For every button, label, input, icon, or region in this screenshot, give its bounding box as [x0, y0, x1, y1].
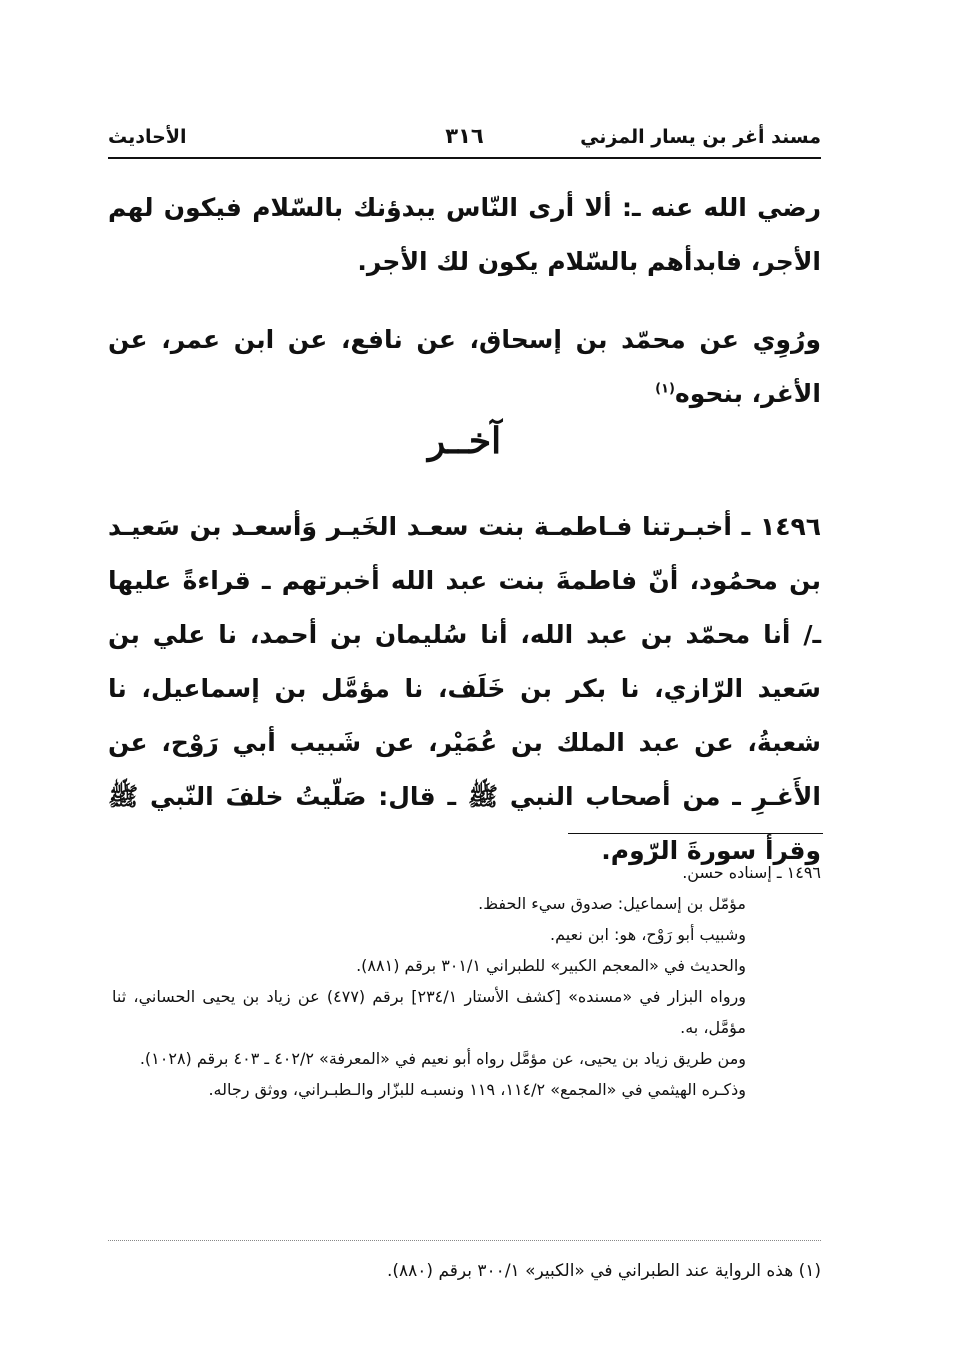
hadith-paragraph: ١٤٩٦ ـ أخبـرتنا فـاطمـة بنت سعـد الخَيـر وَأسعـد بن سَعيـد بن محمُود، أنّ فاطمةَ بنت عبد الله أخبرتهم ـ قراءةً عليها ـ/ أنا محمّد بن عبد الله، أنا سُليمان بن أحمد، نا علي بن سَعيد الرّازي، نا بكر بن خَلَف، نا مؤمَّل بن إسماعيل، نا شعبةُ، عن عبد الملك بن عُمَيْر، عن شَبيب أبي رَوْح، عن الأَغـرِ ـ من أصحاب النبي ﷺ ـ قال: صَلّيتُ خلفَ النّبي ﷺ وقرأ سورةَ الرّوم. [108, 512, 821, 865]
notes-line: وذكـره الهيثمي في «المجمع» ١١٤/٢، ١١٩ ونسبـه للبزّار والـطبـراني، ووثق رجاله. [208, 1080, 746, 1099]
body-paragraph-2 [108, 313, 821, 421]
page-number: ٣١٦ [445, 124, 484, 148]
notes-line: والحديث في «المعجم الكبير» للطبراني ٣٠١/١ برقم (٨٨١). [356, 956, 746, 975]
running-header [108, 120, 821, 158]
header-section-name: الأحاديث [108, 126, 187, 148]
notes-head: ١٤٩٦ ـ إسناده حسن. [682, 863, 821, 882]
footnote: (١) هذه الرواية عند الطبراني في «الكبير» ٣٠٠/١ برقم (٨٨٠). [386, 1261, 821, 1281]
notes-line: ورواه البزار في «مسنده» [كشف الأستار ٢٣٤/١] برقم (٤٧٧) عن زياد بن يحيى الحساني، ثنا مؤمَّل، به. [112, 987, 746, 1037]
notes-rule [568, 833, 823, 834]
footnote-rule [108, 1240, 821, 1241]
section-heading: آخــر [427, 420, 502, 462]
header-book-title: مسند أغر بن يسار المزني [580, 126, 821, 148]
takhrij-notes [112, 857, 821, 1105]
notes-line: وشبيب أبو رَوْح، هو: ابن نعيم. [550, 925, 746, 944]
notes-line: مؤمّل بن إسماعيل: صدوق سيء الحفظ. [478, 894, 746, 913]
body-paragraph-1: رضي الله عنه ـ: ألا أرى النّاس يبدؤنك بالسّلام فيكون لهم الأجر، فابدأهم بالسّلام يكون لك الأجر. [108, 193, 821, 276]
body-paragraph-2-text: ورُوِي عن محمّد بن إسحاق، عن نافع، عن ابن عمر، عن الأغر، بنحوه [108, 325, 821, 408]
header-rule [108, 157, 821, 159]
notes-line: ومن طريق زياد بن يحيى، عن مؤمَّل رواه أبو نعيم في «المعرفة» ٤٠٢/٢ ـ ٤٠٣ برقم (١٠٢٨). [139, 1049, 746, 1068]
footnote-ref: (١) [655, 381, 675, 397]
